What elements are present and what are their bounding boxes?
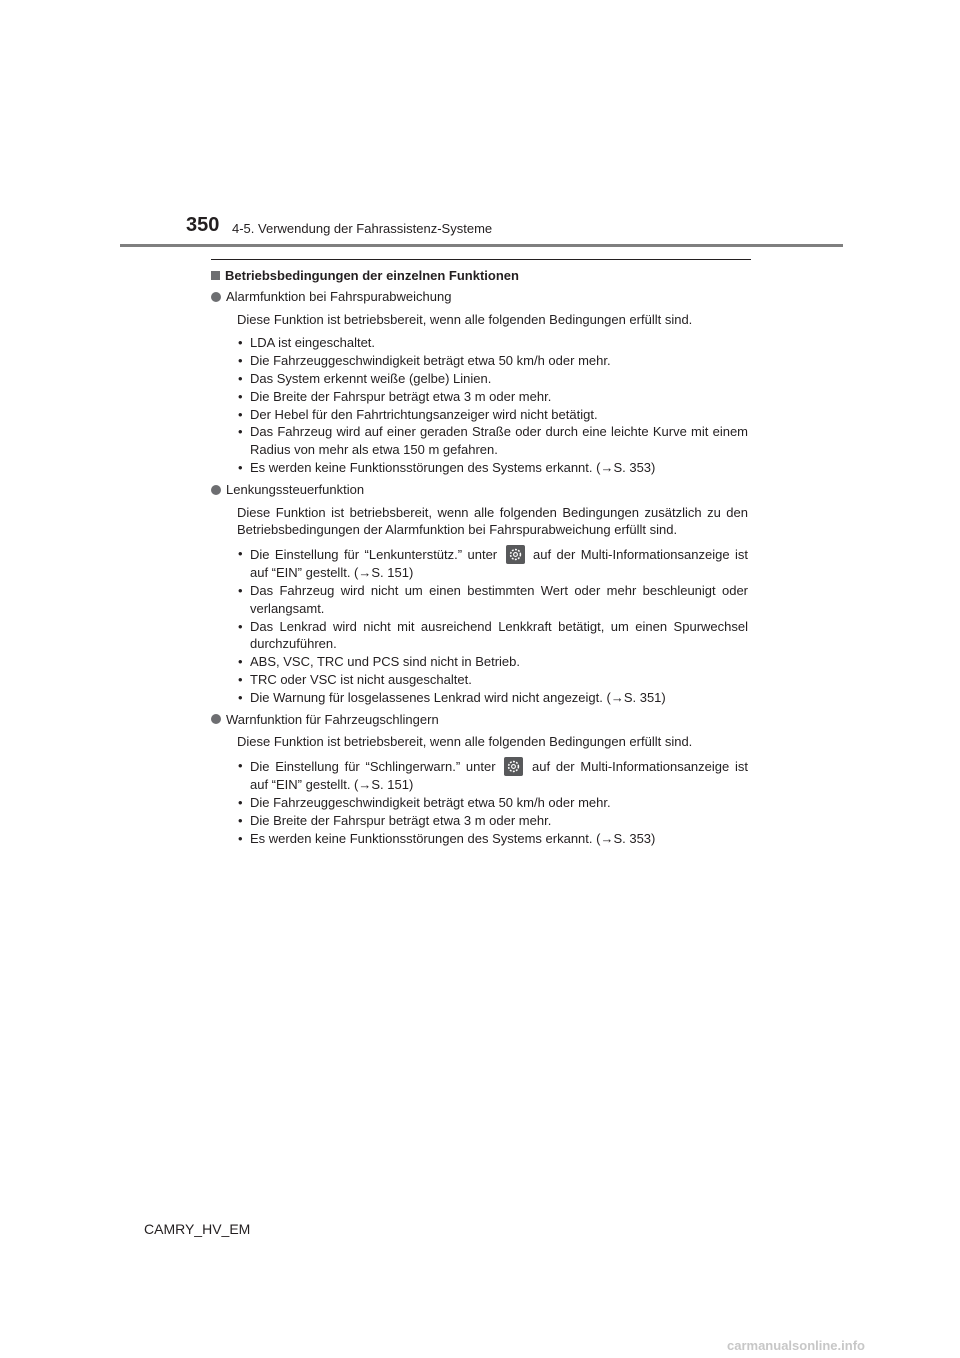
item-text-after-icon: auf der Multi-Informationsanzeige ist auf “EIN” gestellt. (→S. 151) — [250, 759, 748, 793]
square-bullet-icon — [211, 271, 220, 280]
gear-icon — [504, 757, 523, 776]
page-number: 350 — [186, 214, 220, 236]
block-heading — [211, 288, 748, 306]
block-heading — [211, 711, 748, 729]
block-intro: Diese Funktion ist betriebsbereit, wenn alle folgenden Bedingungen erfüllt sind. — [237, 311, 693, 327]
block-intro: Diese Funktion ist betriebsbereit, wenn alle folgenden Bedingungen zusätzlich zu den Betriebsbedingungen der Alarmfunktion bei Fahrspurabweichung erfüllt sind. — [237, 504, 748, 538]
gear-icon — [506, 545, 525, 564]
block-title: Lenkungssteuerfunktion — [226, 481, 365, 497]
list-item: • Die Fahrzeuggeschwindigkeit beträgt etwa 50 km/h oder mehr. — [237, 352, 748, 370]
section-heading — [211, 267, 748, 285]
condition-list — [211, 545, 748, 706]
item-text-before-icon: Die Einstellung für “Lenkunterstütz.” unter — [250, 547, 498, 563]
list-item — [237, 757, 748, 794]
condition-list — [211, 757, 748, 847]
circle-bullet-icon — [211, 485, 221, 495]
header-rule — [120, 244, 843, 247]
block-intro: Diese Funktion ist betriebsbereit, wenn alle folgenden Bedingungen erfüllt sind. — [237, 734, 693, 750]
list-item: • Der Hebel für den Fahrtrichtungsanzeiger wird nicht betätigt. — [237, 406, 748, 424]
block-heading — [211, 481, 748, 499]
model-code: CAMRY_HV_EM — [144, 1221, 251, 1237]
content — [211, 267, 748, 851]
block-title: Alarmfunktion bei Fahrspurabweichung — [226, 288, 452, 304]
section-title: Betriebsbedingungen der einzelnen Funktionen — [225, 268, 519, 283]
list-item: • Das Fahrzeug wird nicht um einen bestimmten Wert oder mehr beschleunigt oder verlangsamt. — [237, 582, 748, 618]
circle-bullet-icon — [211, 292, 221, 302]
list-item — [237, 545, 748, 582]
section-rule — [211, 259, 751, 260]
list-item: • Die Breite der Fahrspur beträgt etwa 3 m oder mehr. — [237, 388, 748, 406]
list-item: • Es werden keine Funktionsstörungen des Systems erkannt. (→S. 353) — [237, 459, 748, 477]
circle-bullet-icon — [211, 714, 221, 724]
block-title: Warnfunktion für Fahrzeugschlingern — [226, 711, 439, 727]
watermark-link[interactable]: carmanualsonline.info — [727, 1338, 865, 1353]
list-item: • TRC oder VSC ist nicht ausgeschaltet. — [237, 671, 748, 689]
list-item: • Die Breite der Fahrspur beträgt etwa 3 m oder mehr. — [237, 812, 748, 830]
list-item: • ABS, VSC, TRC und PCS sind nicht in Betrieb. — [237, 653, 748, 671]
list-item: • LDA ist eingeschaltet. — [237, 334, 748, 352]
list-item: • Das System erkennt weiße (gelbe) Linien. — [237, 370, 748, 388]
condition-list — [211, 334, 748, 476]
list-item: • Die Warnung für losgelassenes Lenkrad wird nicht angezeigt. (→S. 351) — [237, 689, 748, 707]
item-text-after-icon: auf der Multi-Informationsanzeige ist auf “EIN” gestellt. (→S. 151) — [250, 547, 748, 581]
chapter-title: 4-5. Verwendung der Fahrassistenz-Systeme — [232, 221, 493, 236]
item-text-before-icon: Die Einstellung für “Schlingerwarn.” unter — [250, 759, 496, 775]
list-item: • Das Lenkrad wird nicht mit ausreichend Lenkkraft betätigt, um einen Spurwechsel durchzuführen. — [237, 618, 748, 654]
list-item: • Die Fahrzeuggeschwindigkeit beträgt etwa 50 km/h oder mehr. — [237, 794, 748, 812]
list-item: • Das Fahrzeug wird auf einer geraden Straße oder durch eine leichte Kurve mit einem Radius von mehr als etwa 150 m gefahren. — [237, 423, 748, 459]
list-item: • Es werden keine Funktionsstörungen des Systems erkannt. (→S. 353) — [237, 830, 748, 848]
